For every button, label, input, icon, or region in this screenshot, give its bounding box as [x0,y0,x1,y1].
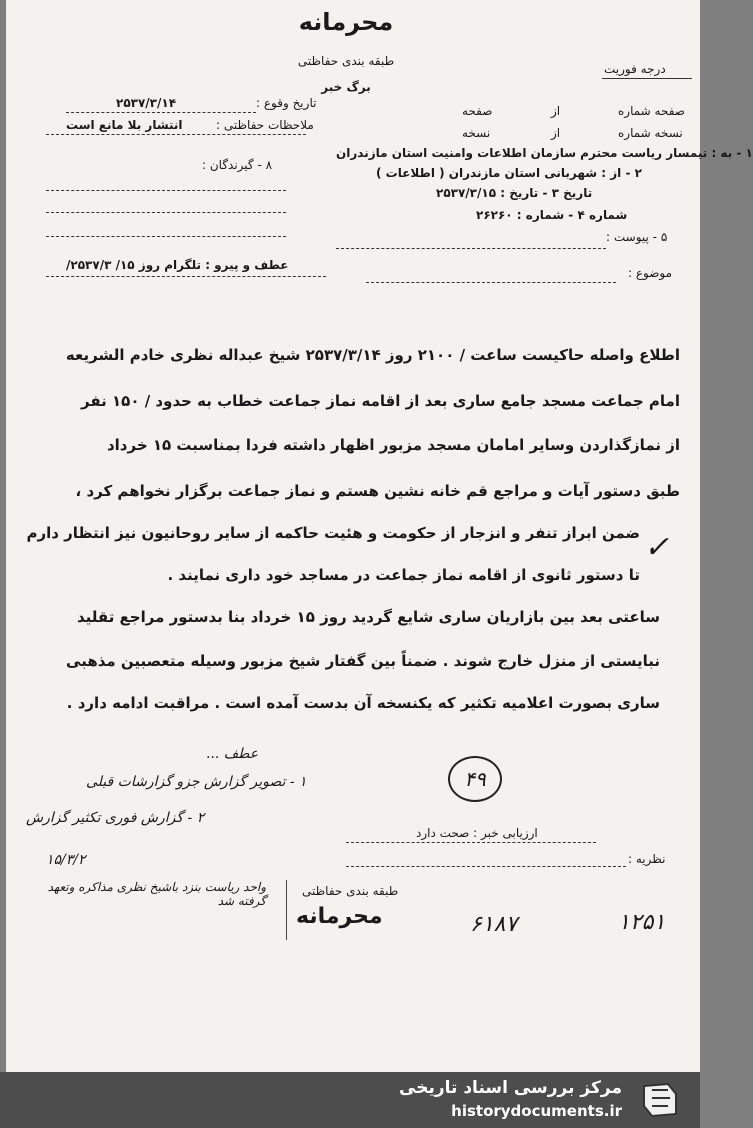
body-line-2: امام جماعت مسجد جامع ساری بعد از اقامه نماز جماعت خطاب به حدود / ۱۵۰ نفر [81,392,680,410]
handwritten-number-2: ۶۱۸۷ [470,912,518,937]
evaluation-field: ارزیابی خبر : صحت دارد [416,826,538,840]
priority-line [602,78,692,79]
body-line-9: ساری بصورت اعلامیه تکثیر که یکنسخه آن بدست آمده است . مراقبت ادامه دارد . [66,694,660,712]
priority-label: درجه فوریت [604,62,666,76]
body-line-7: ساعتی بعد بین بازاریان ساری شایع گردید روز ۱۵ خرداد بنا بدستور مراجع تقلید [77,608,660,626]
of-label: از [551,104,561,118]
security-notes-value: انتشار بلا مانع است [66,118,183,132]
copy-no-label: نسخه شماره [618,126,683,140]
from-field: ۲ - از : شهربانی استان مازندران ( اطلاعات ) [376,166,642,180]
watermark-url: historydocuments.ir [451,1102,622,1120]
subject-line [366,282,616,283]
handwritten-number-1: ۱۲۵۱ [618,910,666,935]
handwritten-note-3: ۲ - گزارش فوری تکثیر گزارش [26,810,205,826]
security-notes-line [46,134,306,135]
recipients-line-2 [46,212,286,213]
attachment-field: ۵ - پیوست : [606,230,668,244]
page-label: صفحه [462,104,493,118]
event-date-value: ۲۵۳۷/۳/۱۴ [116,96,177,110]
of-label-2: از [551,126,561,140]
evaluation-line [346,842,596,843]
attachment-line [336,248,606,249]
date-field: تاریخ ۳ - تاریخ : ۲۵۳۷/۳/۱۵ [436,186,593,200]
recipients-line-1 [46,190,286,191]
body-line-4: طبق دستور آیات و مراجع قم خانه نشین هستم و نماز جماعت برگزار نخواهم کرد ، [75,482,680,500]
body-line-6: تا دستور ثانوی از اقامه نماز جماعت در مساجد خود داری نمایند . [167,566,640,584]
document-title: محرمانه [298,8,394,36]
recipients-line-3 [46,236,286,237]
body-line-5: ضمن ابراز تنفر و انزجار از حکومت و هئیت حاکمه از سایر روحانیون نیز انتظار دارم [26,524,640,542]
watermark-title: مرکز بررسی اسناد تاریخی [399,1078,622,1098]
body-line-3: از نمازگذاردن وسایر امامان مسجد مزبور اظهار داشته فردا بمناسبت ۱۵ خرداد [106,436,680,454]
body-line-8: نبایستی از منزل خارج شوند . ضمناً بین گفتار شیخ مزبور وسیله متعصبین مذهبی [66,652,660,670]
event-date-line [66,112,256,113]
handwritten-bottom-note: واحد ریاست بنزد باشیخ نظری مذاکره وتعهد گرفته شد [47,880,266,908]
opinion-label: نظریه : [628,852,666,866]
reference-line [46,276,326,277]
body-line-1: اطلاع واصله حاکیست ساعت / ۲۱۰۰ روز ۲۵۳۷/۳/۱۴ شیخ عبداله نظری خادم الشریعه [65,346,680,364]
handwritten-note-1: عطف ... [206,746,259,762]
copy-label: نسخه [462,126,491,140]
handwritten-note-2: ۱ - تصویر گزارش جزو گزارشات قبلی [86,774,307,790]
bottom-classification-label: طبقه بندی حفاظتی [302,884,399,898]
archive-logo-icon [638,1080,682,1120]
form-name: برگ خبر [321,80,371,94]
reference-field: عطف و پیرو : تلگرام روز ۱۵/ ۲۵۳۷/۳/ [66,258,289,272]
circled-number: ۴۹ [448,756,502,802]
security-notes-label: ملاحظات حفاظتی : [216,118,314,132]
margin-check-mark: ✓ [644,530,670,565]
to-field: ۱ - به : تیمسار ریاست محترم سازمان اطلاعات وامنیت استان مازندران [336,146,753,160]
opinion-line [346,866,626,867]
page-no-label: صفحه شماره [618,104,685,118]
number-field: شماره ۴ - شماره : ۲۶۲۶۰ [476,208,628,222]
bottom-classification-value: محرمانه [296,904,383,929]
subject-label: موضوع : [628,266,673,280]
event-date-label: تاریخ وقوع : [256,96,317,110]
document-page [6,0,753,1072]
handwritten-date-note: ۱۵/۳/۲ [46,852,86,868]
recipients-label: ۸ - گیرندگان : [202,158,273,172]
classification-label: طبقه بندی حفاظتی [297,54,395,68]
